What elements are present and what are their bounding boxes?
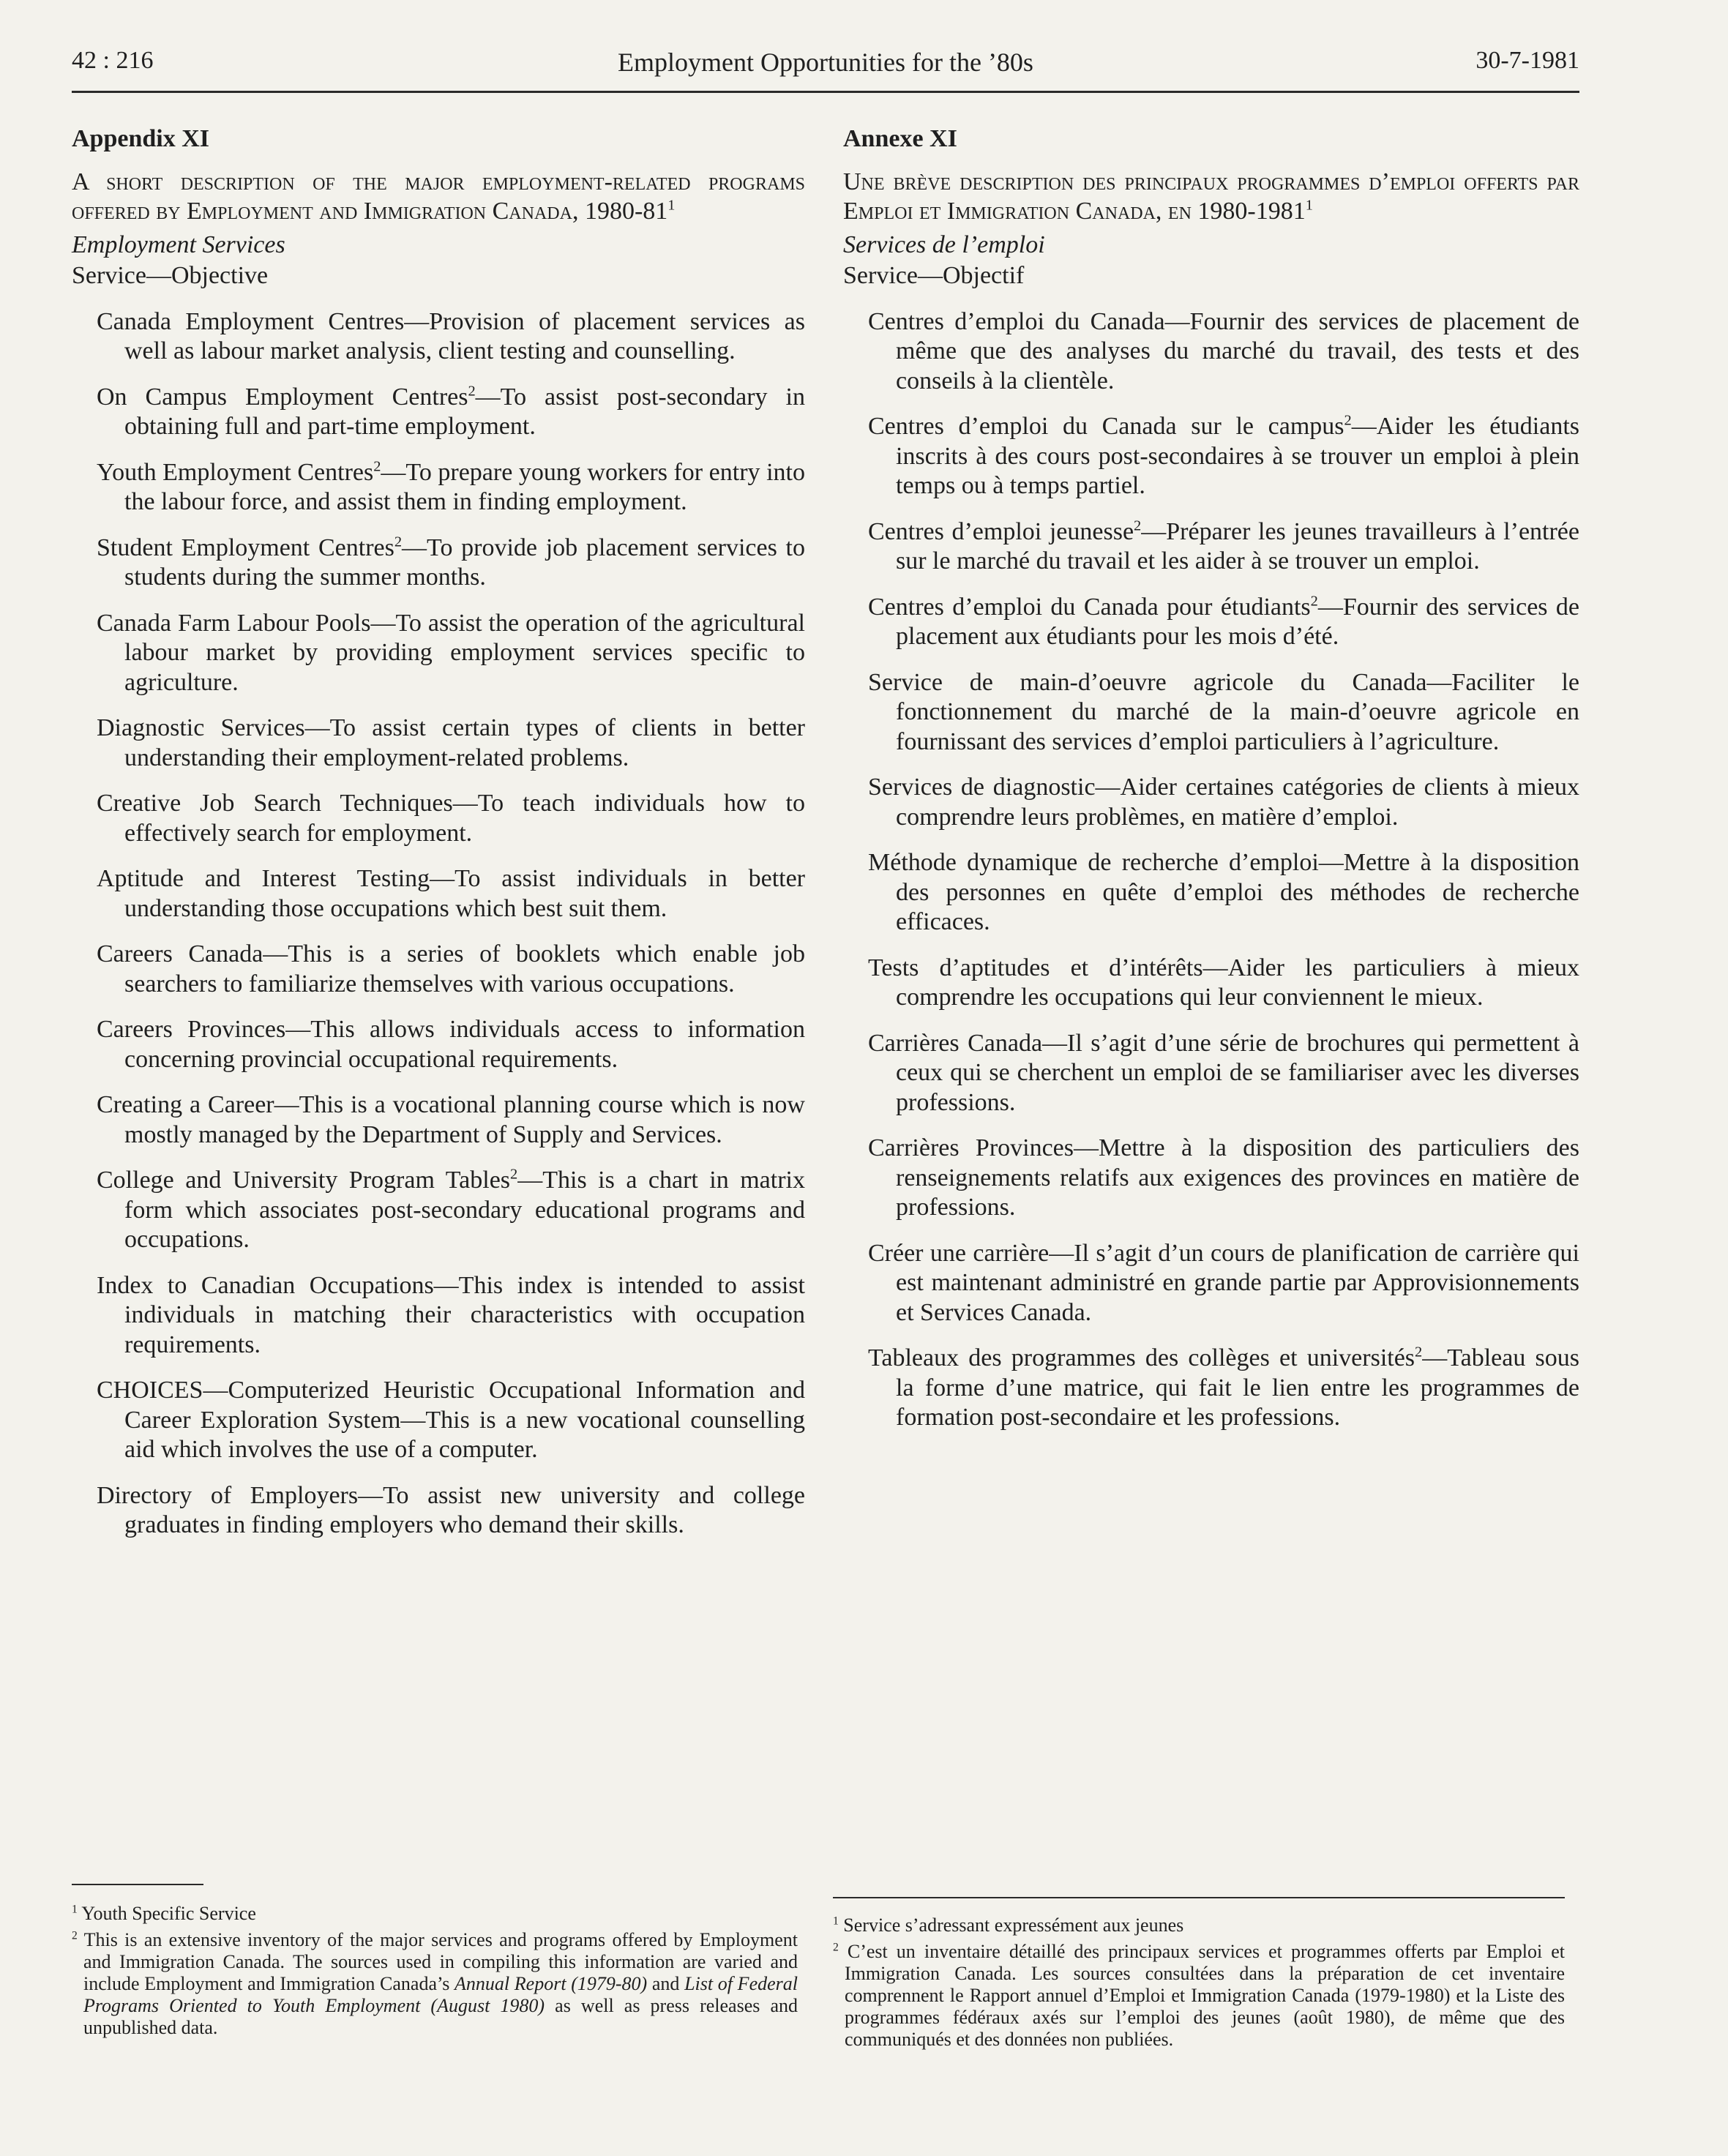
service-text: CHOICES—Computerized Heuristic Occupational Information and Career Exploration System—This is a new vocational counselling aid which involves the use of a computer. xyxy=(97,1377,805,1463)
appendix-heading xyxy=(843,168,1579,226)
page-number: 42 : 216 xyxy=(72,47,154,74)
footnote-citation: List of Federal Programs Oriented to Youth Employment (August 1980) xyxy=(83,1973,798,2016)
service-item xyxy=(72,1376,805,1465)
service-item xyxy=(72,1015,805,1074)
service-item xyxy=(72,1481,805,1541)
footnote-text: Youth Specific Service xyxy=(81,1903,256,1924)
section-subheading: Services de l’emploi xyxy=(843,231,1045,258)
service-item xyxy=(843,1029,1579,1118)
appendix-title: Annexe XI xyxy=(843,125,957,152)
footnote-2 xyxy=(833,1941,1565,2051)
service-text: Creative Job Search Techniques—To teach individuals how to effectively search for employment. xyxy=(97,790,805,847)
footnote-ref: 2 xyxy=(510,1166,518,1183)
service-list xyxy=(72,307,805,1541)
service-text: Youth Employment Centres xyxy=(97,458,374,486)
service-item xyxy=(72,534,805,593)
footnote-rule xyxy=(833,1897,1565,1898)
service-item xyxy=(843,848,1579,937)
footnote-2 xyxy=(72,1929,798,2039)
footnote-ref: 2 xyxy=(468,383,476,400)
service-description: —To assist post-secondary in obtaining full and part-time employment. xyxy=(124,383,805,440)
service-text: Student Employment Centres xyxy=(97,534,394,561)
service-text: Carrières Canada—Il s’agit d’une série de brochures qui permettent à ceux qui se cherchent un emploi de se familiariser avec les diverses professions. xyxy=(868,1029,1579,1116)
service-description: —Aider les étudiants inscrits à des cours post-secondaires à se trouver un emploi à plein temps ou à temps partiel. xyxy=(896,413,1580,499)
service-text: College and University Program Tables xyxy=(97,1167,511,1194)
service-item xyxy=(843,1344,1579,1433)
french-column xyxy=(843,124,1579,1449)
service-item xyxy=(843,773,1579,832)
service-item xyxy=(72,714,805,773)
service-item xyxy=(843,412,1579,501)
service-text: Centres d’emploi du Canada sur le campus xyxy=(868,413,1344,440)
service-text: Canada Employment Centres—Provision of placement services as well as labour market analysis, client testing and counselling. xyxy=(97,307,805,364)
service-item xyxy=(72,940,805,999)
service-item xyxy=(843,1239,1579,1328)
footnote-ref: 1 xyxy=(667,197,676,214)
header-rule xyxy=(72,91,1579,93)
service-item xyxy=(72,789,805,848)
service-text: Créer une carrière—Il s’agit d’un cours de planification de carrière qui est maintenant administré en grande partie par Approvisionnements et Services Canada. xyxy=(868,1239,1579,1326)
service-item xyxy=(843,1134,1579,1223)
service-text: Directory of Employers—To assist new university and college graduates in finding employers who demand their skills. xyxy=(97,1481,805,1538)
service-item xyxy=(843,517,1579,577)
footnote-citation: Annual Report (1979-80) xyxy=(455,1973,648,1994)
service-description: —Fournir des services de placement aux étudiants pour les mois d’été. xyxy=(896,593,1580,650)
service-description: —Tableau sous la forme d’une matrice, qui fait le lien entre les programmes de formation post-secondaire et les professions. xyxy=(896,1344,1580,1431)
service-text: Creating a Career—This is a vocational planning course which is now mostly managed by the Department of Supply and Services. xyxy=(97,1091,805,1148)
service-text: Tableaux des programmes des collèges et universités xyxy=(868,1344,1415,1371)
service-item xyxy=(72,609,805,698)
footnote-text: This is an extensive inventory of the major services and programs offered by Employment and Immigration Canada. The sources used in compiling this information are varied and include Employment and Immigration Canada’s xyxy=(83,1929,798,1994)
footnote-ref: 2 xyxy=(394,534,403,550)
appendix-title: Appendix XI xyxy=(72,125,210,152)
service-text: On Campus Employment Centres xyxy=(97,383,468,411)
service-item xyxy=(72,458,805,517)
service-item xyxy=(72,307,805,367)
appendix-heading xyxy=(72,168,805,226)
footnote-ref: 2 xyxy=(1310,593,1318,610)
service-objective-label: Service—Objectif xyxy=(843,262,1025,289)
service-text: Centres d’emploi jeunesse xyxy=(868,517,1134,545)
service-text: Centres d’emploi du Canada—Fournir des services de placement de même que des analyses du marché du travail, des tests et des conseils à la clientèle. xyxy=(868,307,1579,394)
service-text: Centres d’emploi du Canada pour étudiants xyxy=(868,593,1311,621)
footnote-mark: 2 xyxy=(833,1941,839,1954)
english-footnotes xyxy=(72,1884,798,2043)
service-text: Tests d’aptitudes et d’intérêts—Aider les particuliers à mieux comprendre les occupations qui leur conviennent le mieux. xyxy=(868,954,1579,1011)
service-text: Diagnostic Services—To assist certain types of clients in better understanding their employment-related problems. xyxy=(97,714,805,771)
footnote-ref: 2 xyxy=(1415,1344,1423,1360)
publication-title: Employment Opportunities for the ’80s xyxy=(618,48,1033,77)
footnote-1 xyxy=(833,1914,1565,1936)
footnote-ref: 1 xyxy=(1305,197,1313,214)
service-description: —To prepare young workers for entry into the labour force, and assist them in finding employment. xyxy=(124,458,805,515)
service-text: Méthode dynamique de recherche d’emploi—Mettre à la disposition des personnes en quête d’emploi des méthodes de recherche efficaces. xyxy=(868,849,1579,935)
footnote-text: Service s’adressant expressément aux jeunes xyxy=(843,1914,1184,1936)
service-description: —Préparer les jeunes travailleurs à l’entrée sur le marché du travail et les aider à se trouver un emploi. xyxy=(896,517,1579,574)
service-text: Careers Provinces—This allows individuals access to information concerning provincial occupational requirements. xyxy=(97,1016,805,1073)
heading-text: A short description of the major employment-related programs offered by Employment and Immigration Canada, 1980-81 xyxy=(72,168,805,225)
service-item xyxy=(843,593,1579,652)
service-description: —This is a chart in matrix form which associates post-secondary educational programs and occupations. xyxy=(124,1167,805,1253)
footnote-text: and xyxy=(647,1973,685,1994)
service-text: Canada Farm Labour Pools—To assist the operation of the agricultural labour market by providing employment services specific to agriculture. xyxy=(97,609,805,696)
footnote-text: as well as press releases and unpublished data. xyxy=(83,1995,798,2038)
service-item xyxy=(72,864,805,924)
service-item xyxy=(843,307,1579,397)
service-item xyxy=(72,383,805,442)
english-column xyxy=(72,124,805,1557)
service-objective-label: Service—Objective xyxy=(72,262,269,289)
footnote-ref: 2 xyxy=(1344,412,1352,429)
service-list xyxy=(843,307,1579,1433)
footnote-ref: 2 xyxy=(373,458,381,475)
service-text: Services de diagnostic—Aider certaines catégories de clients à mieux comprendre leurs problèmes, en matière d’emploi. xyxy=(868,774,1579,831)
service-item xyxy=(843,668,1579,757)
service-text: Careers Canada—This is a series of booklets which enable job searchers to familiarize themselves with various occupations. xyxy=(97,940,805,997)
footnote-text: C’est un inventaire détaillé des principaux services et programmes offerts par Emploi et Immigration Canada. Les sources consultées dans la préparation de cet inventaire comprennent le Rapport annuel d’Emploi et Immigration Canada (1979-1980) et la Liste des programmes fédéraux axés sur l’emploi des jeunes (août 1980), de même que des communiqués et des données non publiées. xyxy=(845,1941,1566,2050)
service-text: Aptitude and Interest Testing—To assist individuals in better understanding those occupations which best suit them. xyxy=(97,865,805,922)
service-item xyxy=(843,954,1579,1013)
running-header xyxy=(72,47,1579,91)
footnote-mark: 1 xyxy=(833,1914,839,1928)
service-item xyxy=(72,1090,805,1150)
service-item xyxy=(72,1271,805,1360)
footnote-1 xyxy=(72,1903,798,1925)
footnote-mark: 2 xyxy=(72,1929,78,1942)
service-item xyxy=(72,1166,805,1255)
section-subheading: Employment Services xyxy=(72,231,285,258)
service-description: —To provide job placement services to students during the summer months. xyxy=(124,534,805,591)
service-text: Service de main-d’oeuvre agricole du Canada—Faciliter le fonctionnement du marché de la main-d’oeuvre agricole en fournissant des services d’emploi particuliers à l’agriculture. xyxy=(868,668,1579,755)
footnote-ref: 2 xyxy=(1134,517,1142,534)
footnote-rule xyxy=(72,1884,203,1885)
service-text: Carrières Provinces—Mettre à la disposition des particuliers des renseignements relatifs aux exigences des provinces en matière de professions. xyxy=(868,1134,1579,1221)
french-footnotes xyxy=(833,1897,1565,2055)
issue-date: 30-7-1981 xyxy=(1475,47,1579,74)
footnote-mark: 1 xyxy=(72,1903,78,1916)
service-text: Index to Canadian Occupations—This index is intended to assist individuals in matching their characteristics with occupation requirements. xyxy=(97,1271,805,1358)
heading-text: Une brève description des principaux programmes d’emploi offerts par Emploi et Immigration Canada, en 1980-1981 xyxy=(843,168,1579,225)
